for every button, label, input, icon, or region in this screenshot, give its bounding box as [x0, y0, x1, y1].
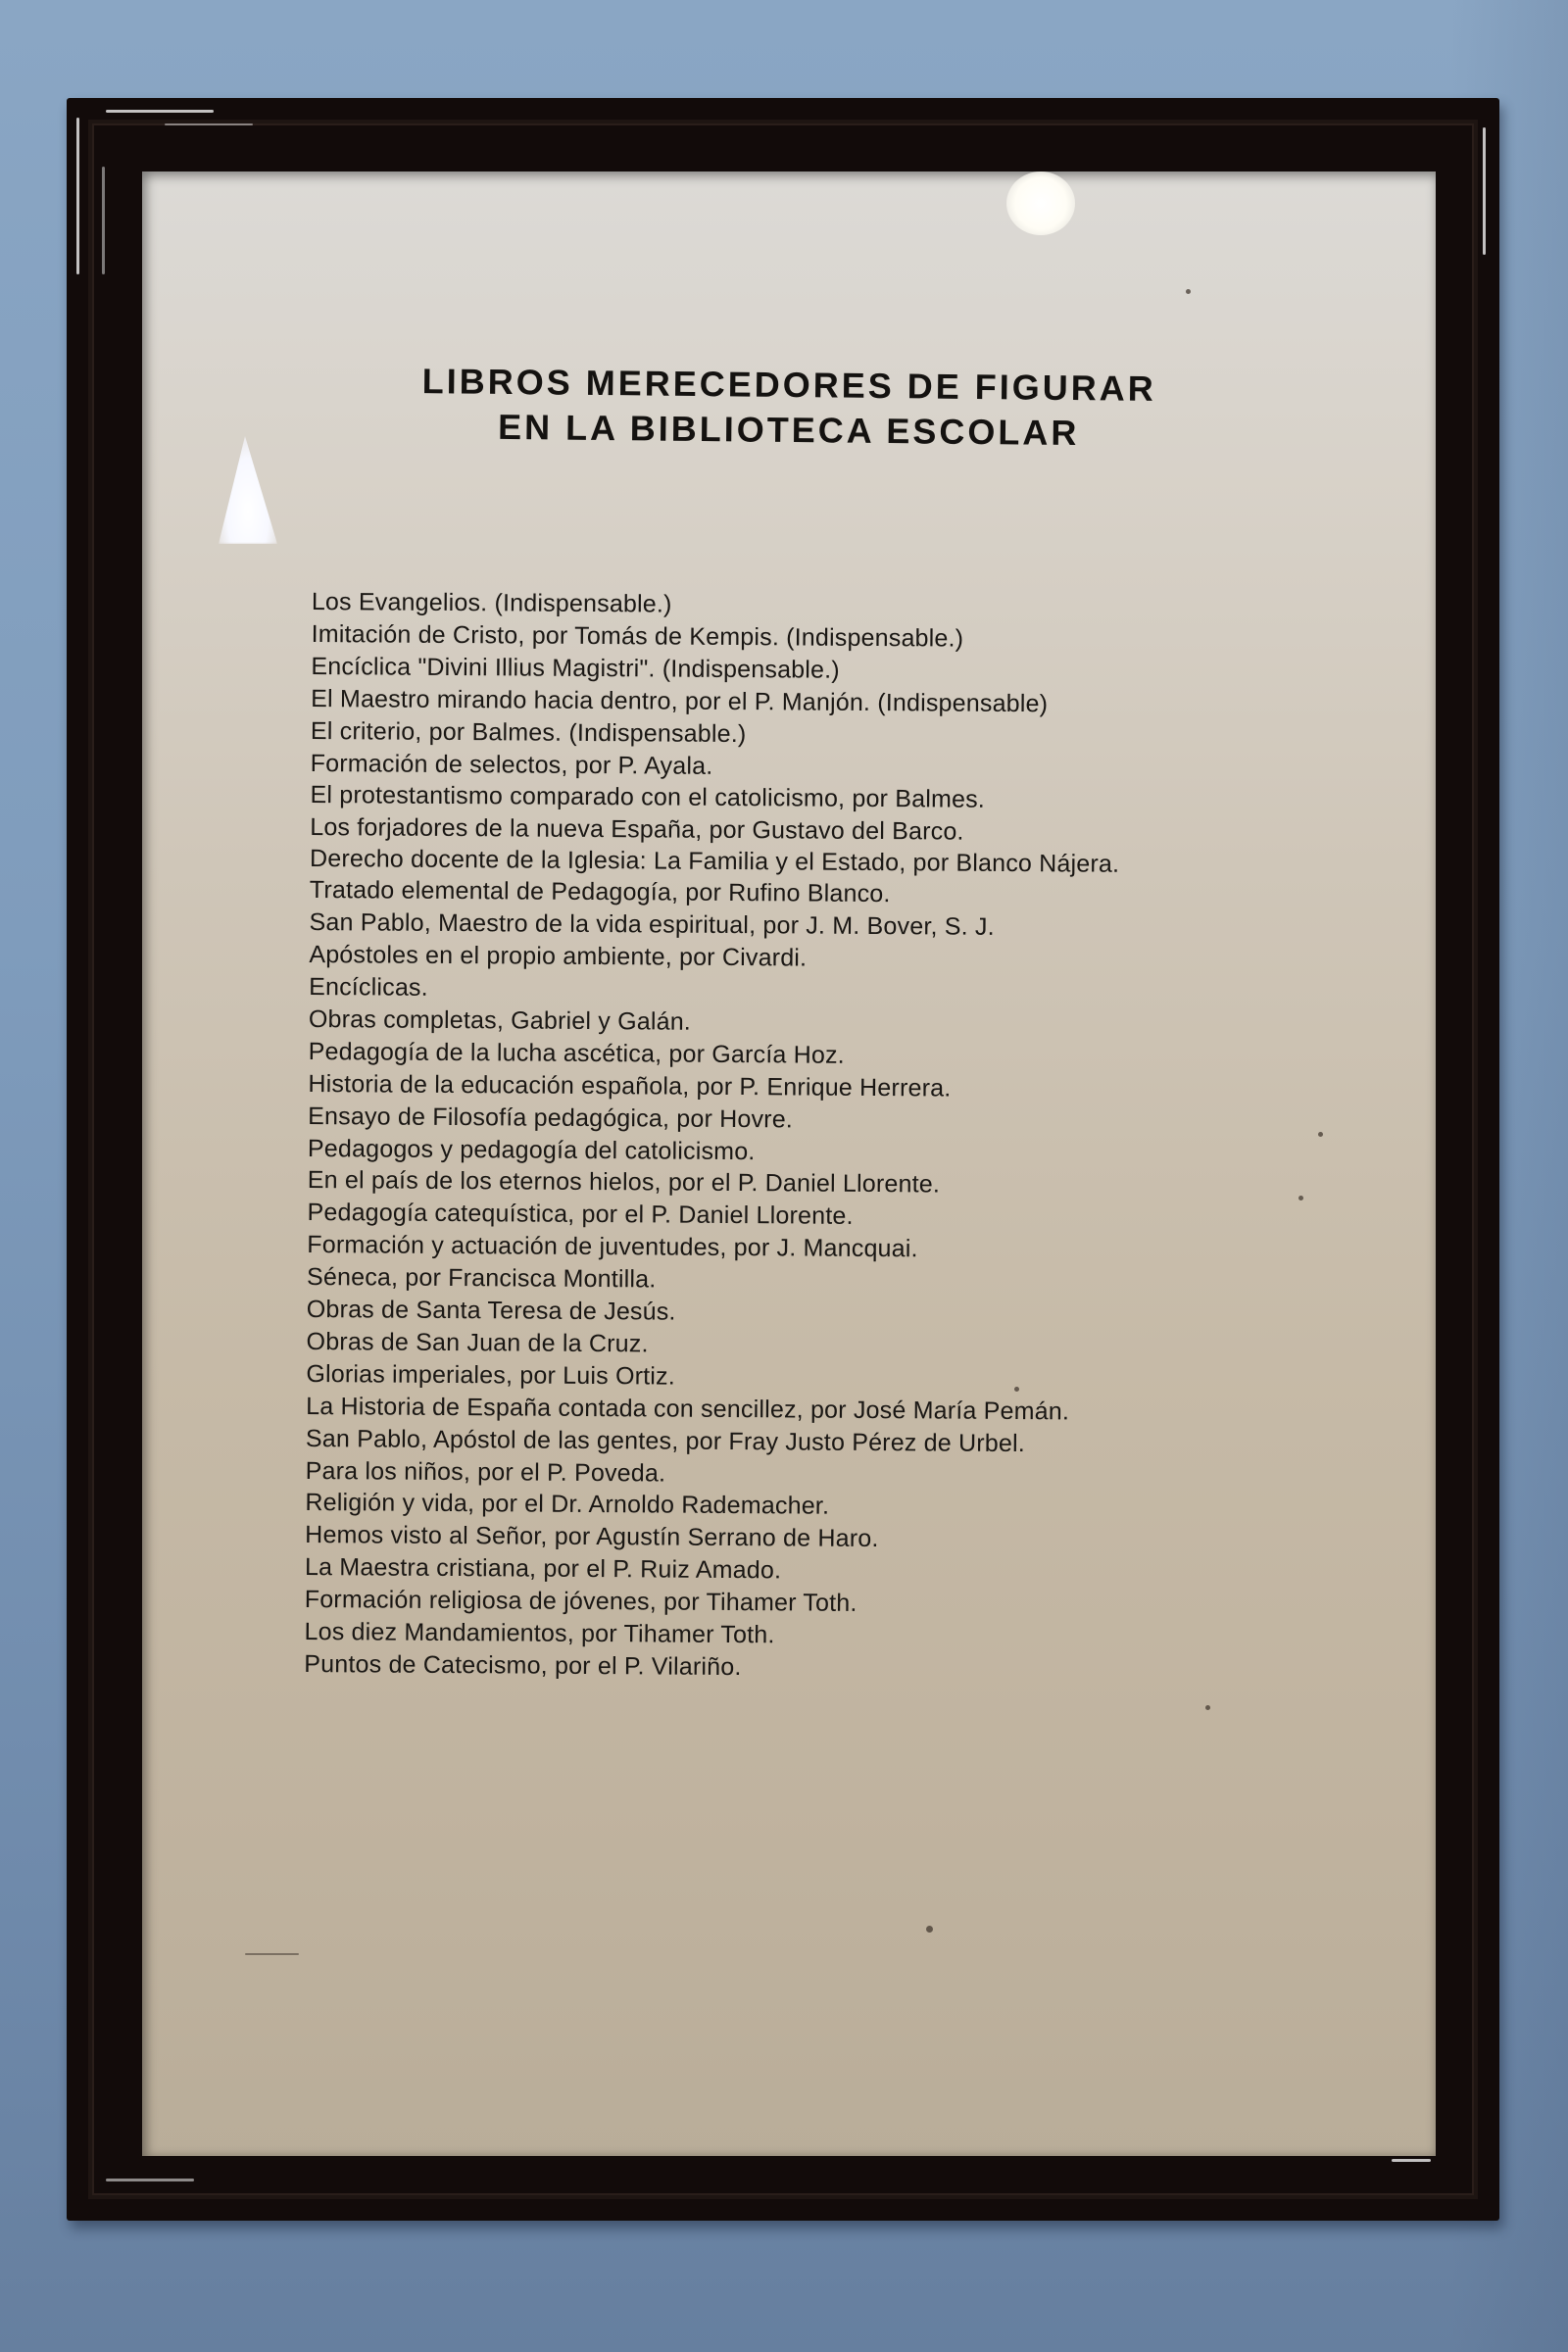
book-item: Para los niños, por el P. Poveda.: [305, 1456, 666, 1488]
book-item: Obras completas, Gabriel y Galán.: [308, 1004, 692, 1036]
book-item: El criterio, por Balmes. (Indispensable.): [310, 716, 747, 748]
book-item: Encíclica "Divini Illius Magistri". (Indispensable.): [311, 652, 840, 684]
book-item: Pedagogía catequística, por el P. Daniel Llorente.: [307, 1199, 854, 1231]
book-item: Ensayo de Filosofía pedagógica, por Hovre.: [308, 1102, 794, 1134]
book-item: San Pablo, Apóstol de las gentes, por Fray Justo Pérez de Urbel.: [305, 1424, 1026, 1457]
book-item: Los forjadores de la nueva España, por Gustavo del Barco.: [310, 813, 964, 846]
title-line-2: EN LA BIBLIOTECA ESCOLAR: [497, 406, 1080, 454]
frame-highlight: [1483, 127, 1486, 255]
frame-highlight: [106, 2179, 194, 2181]
book-item: Glorias imperiales, por Luis Ortiz.: [306, 1359, 676, 1391]
book-item: El protestantismo comparado con el catolicismo, por Balmes.: [310, 781, 986, 814]
book-item: Historia de la educación española, por P. Enrique Herrera.: [308, 1069, 952, 1102]
book-item: Derecho docente de la Iglesia: La Familia y el Estado, por Blanco Nájera.: [309, 845, 1120, 879]
book-item: Formación de selectos, por P. Ayala.: [310, 749, 713, 780]
paper-scratch: [245, 1953, 299, 1955]
frame-highlight: [102, 167, 105, 274]
paper-speck: [1298, 1196, 1303, 1200]
book-item: Los diez Mandamientos, por Tihamer Toth.: [304, 1618, 775, 1649]
book-item: Puntos de Catecismo, por el P. Vilariño.: [304, 1649, 742, 1682]
book-item: Encíclicas.: [309, 972, 428, 1002]
book-item: El Maestro mirando hacia dentro, por el P. Manjón. (Indispensable): [311, 684, 1049, 717]
book-item: Pedagogos y pedagogía del catolicismo.: [307, 1134, 756, 1165]
book-item: Hemos visto al Señor, por Agustín Serrano de Haro.: [305, 1521, 879, 1553]
light-glare: [219, 436, 277, 544]
book-item: Formación religiosa de jóvenes, por Tihamer Toth.: [304, 1586, 858, 1618]
book-item: En el país de los eternos hielos, por el P. Daniel Llorente.: [307, 1166, 941, 1199]
book-item: Religión y vida, por el Dr. Arnoldo Rademacher.: [305, 1489, 830, 1521]
book-item: Formación y actuación de juventudes, por J. Mancquai.: [307, 1231, 918, 1263]
light-glare: [1006, 172, 1075, 235]
printed-sheet: [142, 172, 1436, 2156]
paper-speck: [1186, 289, 1191, 294]
book-item: Apóstoles en el propio ambiente, por Civardi.: [309, 941, 808, 972]
frame-highlight: [1392, 2159, 1431, 2162]
book-item: Los Evangelios. (Indispensable.): [311, 587, 672, 618]
picture-frame: [67, 98, 1499, 2221]
document-title: [142, 356, 1436, 460]
book-item: Imitación de Cristo, por Tomás de Kempis. (Indispensable.): [311, 619, 964, 653]
book-item: Tratado elemental de Pedagogía, por Rufino Blanco.: [309, 876, 891, 908]
book-item: Obras de Santa Teresa de Jesús.: [306, 1296, 676, 1326]
frame-highlight: [76, 118, 79, 274]
book-item: Obras de San Juan de la Cruz.: [306, 1327, 649, 1358]
frame-highlight: [165, 123, 253, 125]
book-item: Séneca, por Francisca Montilla.: [306, 1263, 657, 1294]
book-item: La Historia de España contada con sencillez, por José María Pemán.: [306, 1392, 1070, 1426]
book-item: San Pablo, Maestro de la vida espiritual, por J. M. Bover, S. J.: [309, 908, 995, 942]
book-item: Pedagogía de la lucha ascética, por García Hoz.: [308, 1037, 845, 1069]
paper-speck: [1205, 1705, 1210, 1710]
frame-highlight: [106, 110, 214, 113]
paper-speck: [1318, 1132, 1323, 1137]
paper-speck: [926, 1926, 933, 1933]
title-line-1: LIBROS MERECEDORES DE FIGURAR: [421, 361, 1156, 409]
book-item: La Maestra cristiana, por el P. Ruiz Amado.: [304, 1553, 782, 1585]
book-list: [304, 586, 1272, 1688]
